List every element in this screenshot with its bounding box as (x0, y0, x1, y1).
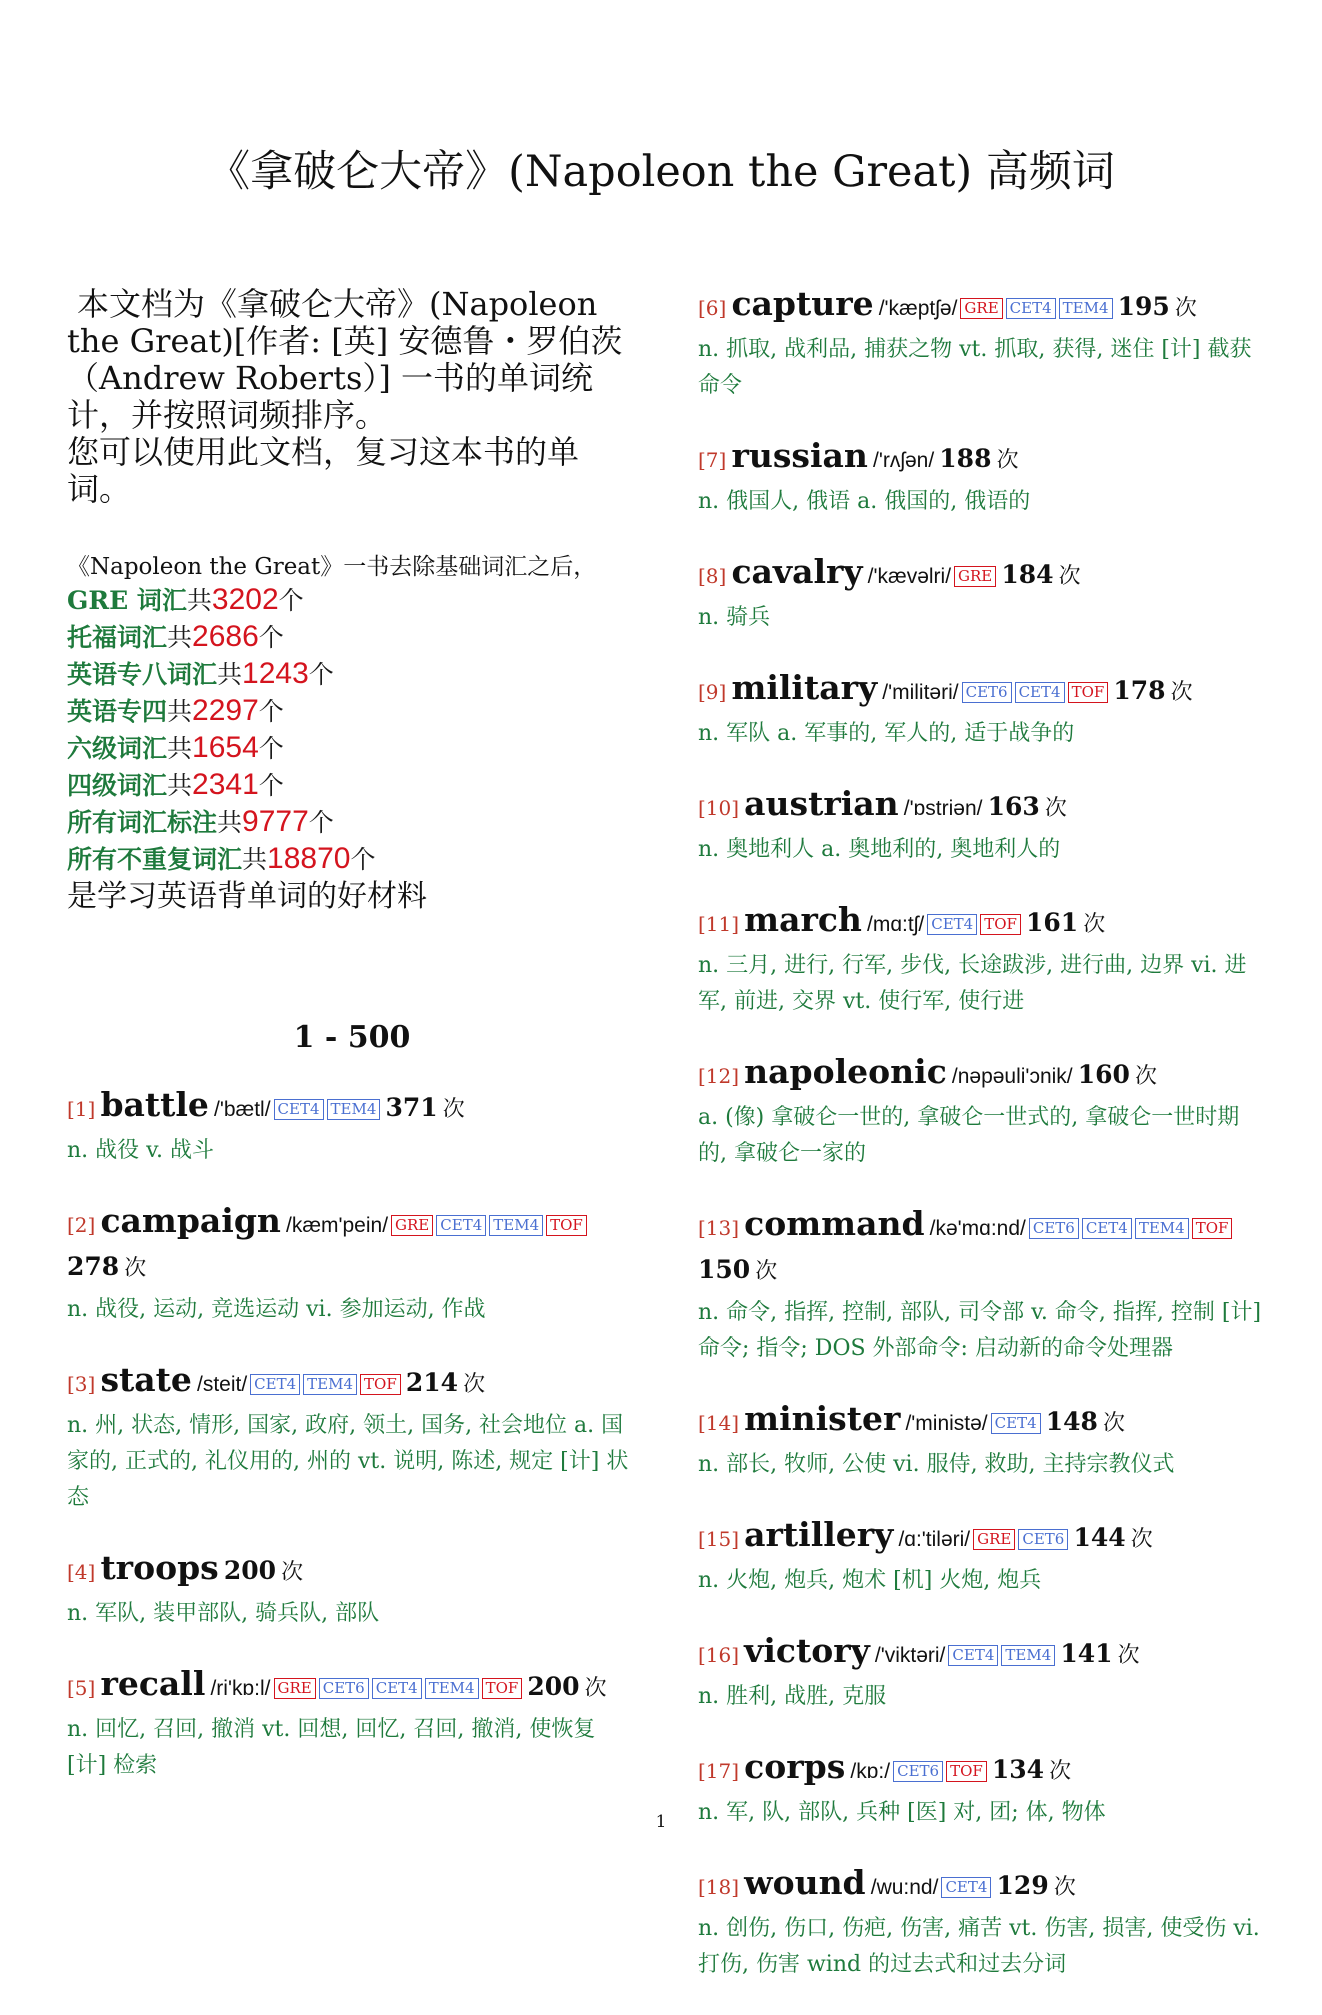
entry-definition: n. 战役 v. 战斗 (67, 1138, 214, 1163)
intro-line-1: 本文档为《拿破仑大帝》(Napoleon the Great)[作者: [英] 安德鲁・罗伯茨（Andrew Roberts）] 一书的单词统计，并按照词频排序。 (67, 285, 623, 434)
exam-tag: CET4 (372, 1678, 422, 1699)
entry-count-unit: 次 (1170, 680, 1193, 705)
word-entry (698, 1631, 1268, 1715)
entry-word: recall (100, 1664, 206, 1703)
stat-label: GRE 词汇 (67, 586, 187, 615)
entry-count-unit: 次 (1174, 296, 1197, 321)
word-entry (698, 1863, 1268, 1983)
exam-tag: TEM4 (425, 1678, 479, 1699)
right-column (698, 284, 1268, 2015)
stat-number: 2297 (192, 694, 259, 727)
stat-gong: 共 (242, 845, 268, 874)
word-entry-head (698, 552, 1268, 598)
entry-index: [12] (698, 1064, 740, 1088)
entry-pronunciation: /ri'kɒ:l/ (210, 1677, 271, 1700)
stat-gong: 共 (186, 586, 212, 615)
exam-tag: TOF (980, 914, 1021, 935)
entry-count-unit: 次 (463, 1372, 486, 1397)
entry-count: 278 (67, 1252, 120, 1281)
entry-word: capture (731, 284, 874, 323)
entry-pronunciation: /wu:nd/ (870, 1876, 939, 1899)
entry-count: 134 (991, 1755, 1045, 1784)
intro-line-2: 您可以使用此文档，复习这本书的单词。 (67, 433, 580, 508)
exam-tag: CET6 (893, 1761, 943, 1782)
word-list-left (67, 1085, 637, 1784)
word-entry-head (67, 1360, 637, 1406)
word-entry-head (67, 1664, 637, 1710)
entry-pronunciation: /nəpəuli'ɔnik/ (951, 1065, 1073, 1088)
entry-definition: n. 奥地利人 a. 奥地利的, 奥地利人的 (698, 837, 1061, 862)
exam-tag: TOF (1068, 682, 1109, 703)
entry-pronunciation: /mɑ:tʃ/ (867, 913, 925, 936)
exam-tag: TOF (360, 1374, 401, 1395)
word-entry (67, 1085, 637, 1169)
entry-index: [7] (698, 448, 727, 472)
stat-unit: 个 (258, 734, 284, 763)
word-entry-head (698, 1399, 1268, 1445)
entry-count-unit: 次 (584, 1676, 607, 1701)
stat-label: 所有词汇标注 (67, 808, 218, 837)
word-entry (698, 1515, 1268, 1599)
entry-count-unit: 次 (1044, 796, 1067, 821)
exam-tag: TOF (482, 1678, 523, 1699)
entry-definition: n. 州, 状态, 情形, 国家, 政府, 领土, 国务, 社会地位 a. 国家的, 正式的, 礼仪用的, 州的 vt. 说明, 陈述, 规定 [计] 状态 (67, 1413, 629, 1510)
intro-text (67, 286, 637, 508)
stat-gong: 共 (167, 697, 193, 726)
entry-index: [17] (698, 1759, 740, 1783)
entry-pronunciation: /'ɒstriən/ (903, 797, 983, 820)
stat-line (67, 730, 637, 767)
entry-count-unit: 次 (442, 1097, 465, 1122)
exam-tag: TEM4 (1001, 1645, 1055, 1666)
entry-word: austrian (744, 784, 899, 823)
exam-tag: CET4 (941, 1877, 991, 1898)
entry-word: campaign (100, 1201, 281, 1240)
exam-tag: GRE (954, 566, 996, 587)
exam-tag: GRE (274, 1678, 316, 1699)
entry-word: command (744, 1204, 925, 1243)
word-entry-head (698, 1515, 1268, 1561)
stat-label: 托福词汇 (67, 623, 168, 652)
entry-pronunciation: /'ministə/ (905, 1412, 988, 1435)
word-entry (67, 1664, 637, 1784)
exam-tag: CET4 (274, 1099, 324, 1120)
entry-count-unit: 次 (124, 1256, 147, 1281)
word-entry-head (698, 284, 1268, 330)
stat-unit: 个 (258, 697, 284, 726)
stat-number: 3202 (211, 583, 279, 616)
entry-word: march (744, 900, 862, 939)
word-entry (67, 1548, 637, 1632)
entry-definition: n. 胜利, 战胜, 克服 (698, 1684, 887, 1709)
word-entry-head (698, 436, 1268, 482)
word-entry-head (67, 1201, 637, 1290)
word-entry (67, 1201, 637, 1328)
word-entry-head (698, 1747, 1268, 1793)
entry-count: 188 (939, 444, 992, 473)
entry-definition: n. 战役, 运动, 竞选运动 vi. 参加运动, 作战 (67, 1297, 486, 1322)
stat-line (67, 804, 637, 841)
entry-count-unit: 次 (1049, 1759, 1072, 1784)
entry-word: russian (731, 436, 868, 475)
stat-unit: 个 (258, 623, 284, 652)
word-entry (698, 668, 1268, 752)
entry-word: minister (744, 1399, 901, 1438)
stat-unit: 个 (278, 586, 304, 615)
exam-tag: CET6 (319, 1678, 369, 1699)
entry-pronunciation: /'bætl/ (214, 1098, 271, 1121)
entry-count: 161 (1026, 908, 1079, 937)
entry-definition: n. 军, 队, 部队, 兵种 [医] 对, 团; 体, 物体 (698, 1800, 1106, 1825)
page-title: 《拿破仑大帝》(Napoleon the Great) 高频词 (207, 147, 1115, 197)
entry-count-unit: 次 (996, 448, 1019, 473)
entry-index: [4] (67, 1560, 96, 1584)
entry-index: [8] (698, 564, 727, 588)
entry-count: 178 (1113, 676, 1166, 705)
exam-tag: TOF (946, 1761, 987, 1782)
entry-count: 160 (1077, 1060, 1130, 1089)
entry-word: wound (744, 1863, 866, 1902)
entry-index: [5] (67, 1676, 96, 1700)
entry-definition: n. 抓取, 战利品, 捕获之物 vt. 抓取, 获得, 迷住 [计] 截获命令 (698, 337, 1252, 398)
stat-line (67, 693, 637, 730)
stat-gong: 共 (167, 771, 193, 800)
entry-word: artillery (744, 1515, 894, 1554)
word-entry (698, 1052, 1268, 1172)
entry-pronunciation: /ɑ:'tiləri/ (898, 1528, 971, 1551)
entry-count: 163 (987, 792, 1040, 821)
exam-tag: TOF (1192, 1218, 1233, 1239)
word-entry (698, 784, 1268, 868)
entry-pronunciation: /'militəri/ (882, 681, 959, 704)
stat-number: 1654 (192, 731, 259, 764)
entry-index: [13] (698, 1216, 740, 1240)
range-heading: 1 - 500 (293, 1020, 411, 1055)
stat-line (67, 767, 637, 804)
word-entry (67, 1360, 637, 1516)
stat-label: 英语专八词汇 (67, 660, 218, 689)
entry-index: [2] (67, 1213, 96, 1237)
entry-word: battle (100, 1085, 209, 1124)
word-entry-head (67, 1548, 637, 1594)
word-entry-head (698, 784, 1268, 830)
word-entry-head (698, 668, 1268, 714)
entry-definition: n. 三月, 进行, 行军, 步伐, 长途跋涉, 进行曲, 边界 vi. 进军, 前进, 交界 vt. 使行军, 使行进 (698, 953, 1247, 1014)
exam-tag: CET4 (927, 914, 977, 935)
exam-tag: CET4 (1006, 298, 1056, 319)
entry-pronunciation: /kæm'pein/ (285, 1214, 389, 1237)
entry-word: napoleonic (744, 1052, 947, 1091)
exam-tag: CET6 (1018, 1529, 1068, 1550)
stat-label: 六级词汇 (67, 734, 168, 763)
entry-count: 200 (223, 1556, 277, 1585)
entry-word: troops (100, 1548, 219, 1587)
entry-count: 141 (1060, 1639, 1113, 1668)
stat-gong: 共 (167, 623, 193, 652)
entry-pronunciation: /steit/ (196, 1373, 248, 1396)
stats-lead: 《Napoleon the Great》一书去除基础词汇之后， (67, 554, 597, 580)
entry-index: [10] (698, 796, 740, 820)
entry-count-unit: 次 (1058, 564, 1081, 589)
stat-number: 1243 (242, 657, 309, 690)
stats-list (67, 582, 637, 878)
entry-definition: n. 火炮, 炮兵, 炮术 [机] 火炮, 炮兵 (698, 1568, 1042, 1593)
stat-number: 9777 (242, 805, 309, 838)
entry-index: [14] (698, 1411, 740, 1435)
word-entry (698, 552, 1268, 636)
entry-count: 144 (1073, 1523, 1126, 1552)
entry-definition: n. 回忆, 召回, 撤消 vt. 回想, 回忆, 召回, 撤消, 使恢复 [计] 检索 (67, 1717, 596, 1778)
entry-definition: n. 军队, 装甲部队, 骑兵队, 部队 (67, 1601, 380, 1626)
entry-count: 129 (996, 1871, 1049, 1900)
entry-word: state (100, 1360, 192, 1399)
entry-pronunciation: /kə'mɑ:nd/ (929, 1217, 1026, 1240)
entry-count-unit: 次 (281, 1560, 304, 1585)
word-entry-head (67, 1085, 637, 1131)
word-entry (698, 436, 1268, 520)
entry-pronunciation: /'kævəlri/ (867, 565, 952, 588)
stat-number: 2341 (192, 768, 259, 801)
entry-count-unit: 次 (1053, 1875, 1076, 1900)
entry-pronunciation: /kɒ:/ (850, 1760, 891, 1783)
stat-label: 四级词汇 (67, 771, 168, 800)
stats-block (67, 552, 637, 916)
stat-line (67, 619, 637, 656)
entry-word: victory (744, 1631, 870, 1670)
word-entry (698, 284, 1268, 404)
entry-count: 150 (698, 1255, 751, 1284)
exam-tag: TEM4 (327, 1099, 381, 1120)
entry-count: 195 (1117, 292, 1170, 321)
stat-gong: 共 (167, 734, 193, 763)
word-list-right (698, 284, 1268, 1983)
entry-definition: n. 俄国人, 俄语 a. 俄国的, 俄语的 (698, 489, 1031, 514)
exam-tag: CET4 (1082, 1218, 1132, 1239)
word-entry-head (698, 1052, 1268, 1098)
entry-word: cavalry (731, 552, 863, 591)
exam-tag: TEM4 (489, 1215, 543, 1236)
stat-gong: 共 (217, 808, 243, 837)
exam-tag: TEM4 (1135, 1218, 1189, 1239)
exam-tag: TEM4 (303, 1374, 357, 1395)
entry-pronunciation: /'rʌʃən/ (872, 449, 935, 472)
word-entry-head (698, 900, 1268, 946)
entry-count-unit: 次 (1130, 1527, 1153, 1552)
stat-unit: 个 (308, 660, 334, 689)
exam-tag: CET4 (250, 1374, 300, 1395)
entry-definition: n. 军队 a. 军事的, 军人的, 适于战争的 (698, 721, 1075, 746)
exam-tag: TEM4 (1059, 298, 1113, 319)
word-entry (698, 1399, 1268, 1483)
entry-count-unit: 次 (1103, 1411, 1126, 1436)
entry-index: [3] (67, 1372, 96, 1396)
entry-count-unit: 次 (755, 1259, 778, 1284)
page-number: 1 (655, 1812, 667, 1832)
entry-count: 184 (1001, 560, 1054, 589)
entry-word: corps (744, 1747, 846, 1786)
exam-tag: TOF (546, 1215, 587, 1236)
stat-unit: 个 (258, 771, 284, 800)
entry-index: [6] (698, 296, 727, 320)
stat-gong: 共 (217, 660, 243, 689)
stat-line (67, 582, 637, 619)
entry-pronunciation: /'viktəri/ (874, 1644, 946, 1667)
entry-word: military (731, 668, 878, 707)
exam-tag: CET4 (1015, 682, 1065, 703)
entry-definition: n. 命令, 指挥, 控制, 部队, 司令部 v. 命令, 指挥, 控制 [计] 命令; 指令; DOS 外部命令: 启动新的命令处理器 (698, 1300, 1262, 1361)
word-entry (698, 1204, 1268, 1367)
exam-tag: CET4 (436, 1215, 486, 1236)
stat-line (67, 841, 637, 878)
entry-definition: n. 部长, 牧师, 公使 vi. 服侍, 救助, 主持宗教仪式 (698, 1452, 1175, 1477)
exam-tag: CET4 (991, 1413, 1041, 1434)
entry-count: 200 (527, 1672, 580, 1701)
entry-index: [9] (698, 680, 727, 704)
entry-index: [1] (67, 1097, 96, 1121)
stat-line (67, 656, 637, 693)
left-column (67, 286, 637, 1816)
entry-count: 371 (385, 1093, 438, 1122)
stat-label: 所有不重复词汇 (67, 845, 243, 874)
entry-index: [16] (698, 1643, 740, 1667)
stats-tail: 是学习英语背单词的好材料 (67, 879, 427, 914)
word-entry-head (698, 1631, 1268, 1677)
exam-tag: GRE (973, 1529, 1015, 1550)
exam-tag: CET6 (1029, 1218, 1079, 1239)
entry-definition: n. 骑兵 (698, 605, 771, 630)
entry-index: [15] (698, 1527, 740, 1551)
stat-number: 2686 (192, 620, 259, 653)
exam-tag: CET6 (962, 682, 1012, 703)
word-entry-head (698, 1204, 1268, 1293)
exam-tag: GRE (960, 298, 1002, 319)
entry-count-unit: 次 (1135, 1064, 1158, 1089)
entry-definition: a. (像) 拿破仑一世的, 拿破仑一世式的, 拿破仑一世时期的, 拿破仑一家的 (698, 1105, 1240, 1166)
stat-label: 英语专四 (67, 697, 168, 726)
entry-index: [18] (698, 1875, 740, 1899)
entry-count-unit: 次 (1083, 912, 1106, 937)
entry-definition: n. 创伤, 伤口, 伤疤, 伤害, 痛苦 vt. 伤害, 损害, 使受伤 vi. 打伤, 伤害 wind 的过去式和过去分词 (698, 1916, 1260, 1977)
stat-unit: 个 (308, 808, 334, 837)
stat-number: 18870 (267, 842, 351, 875)
entry-index: [11] (698, 912, 740, 936)
entry-pronunciation: /'kæptʃə/ (878, 297, 958, 320)
exam-tag: GRE (391, 1215, 433, 1236)
entry-count-unit: 次 (1117, 1643, 1140, 1668)
stat-unit: 个 (350, 845, 376, 874)
exam-tag: CET4 (948, 1645, 998, 1666)
entry-count: 148 (1045, 1407, 1098, 1436)
word-entry (698, 900, 1268, 1020)
entry-count: 214 (405, 1368, 459, 1397)
